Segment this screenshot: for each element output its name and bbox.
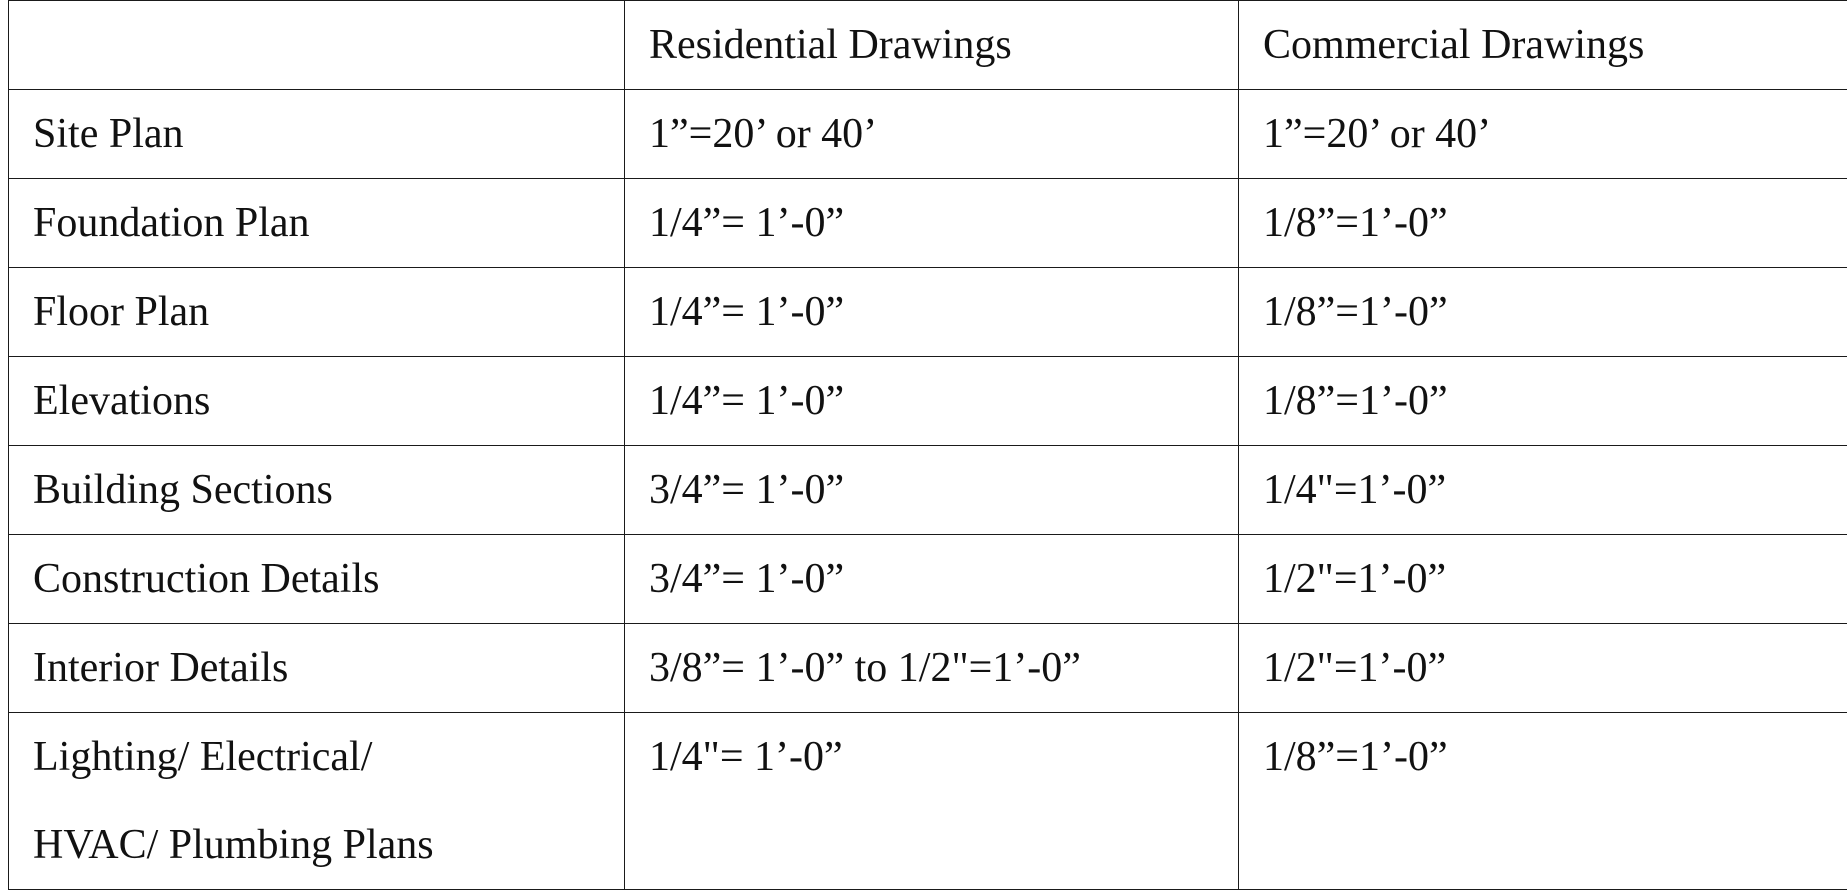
commercial-scale: 1/8”=1’-0” — [1239, 179, 1847, 268]
table-row — [9, 446, 1847, 535]
residential-scale: 1”=20’ or 40’ — [625, 90, 1239, 179]
row-label: Elevations — [9, 357, 625, 446]
row-label-line-1: Lighting/ Electrical/ — [33, 734, 373, 780]
header-residential-drawings: Residential Drawings — [625, 1, 1239, 90]
commercial-scale: 1”=20’ or 40’ — [1239, 90, 1847, 179]
residential-scale: 3/4”= 1’-0” — [625, 535, 1239, 624]
residential-scale: 1/4"= 1’-0” — [625, 713, 1239, 890]
header-row — [9, 1, 1847, 90]
commercial-scale: 1/8”=1’-0” — [1239, 713, 1847, 890]
commercial-scale: 1/2"=1’-0” — [1239, 535, 1847, 624]
row-label: Building Sections — [9, 446, 625, 535]
table-row — [9, 268, 1847, 357]
row-label: Site Plan — [9, 90, 625, 179]
residential-scale: 1/4”= 1’-0” — [625, 357, 1239, 446]
row-label: Construction Details — [9, 535, 625, 624]
residential-scale: 1/4”= 1’-0” — [625, 179, 1239, 268]
table-row — [9, 179, 1847, 268]
row-label: Foundation Plan — [9, 179, 625, 268]
residential-scale: 3/8”= 1’-0” to 1/2"=1’-0” — [625, 624, 1239, 713]
table-row — [9, 624, 1847, 713]
residential-scale: 1/4”= 1’-0” — [625, 268, 1239, 357]
table-row — [9, 713, 1847, 890]
row-label: Floor Plan — [9, 268, 625, 357]
commercial-scale: 1/2"=1’-0” — [1239, 624, 1847, 713]
row-label: Interior Details — [9, 624, 625, 713]
header-empty-cell — [9, 1, 625, 90]
drawing-scales-table — [8, 0, 1847, 890]
row-label-multiline — [9, 713, 625, 890]
table-row — [9, 357, 1847, 446]
table-row — [9, 90, 1847, 179]
commercial-scale: 1/8”=1’-0” — [1239, 268, 1847, 357]
commercial-scale: 1/8”=1’-0” — [1239, 357, 1847, 446]
row-label-line-2: HVAC/ Plumbing Plans — [33, 822, 434, 868]
commercial-scale: 1/4"=1’-0” — [1239, 446, 1847, 535]
residential-scale: 3/4”= 1’-0” — [625, 446, 1239, 535]
header-commercial-drawings: Commercial Drawings — [1239, 1, 1847, 90]
table-row — [9, 535, 1847, 624]
